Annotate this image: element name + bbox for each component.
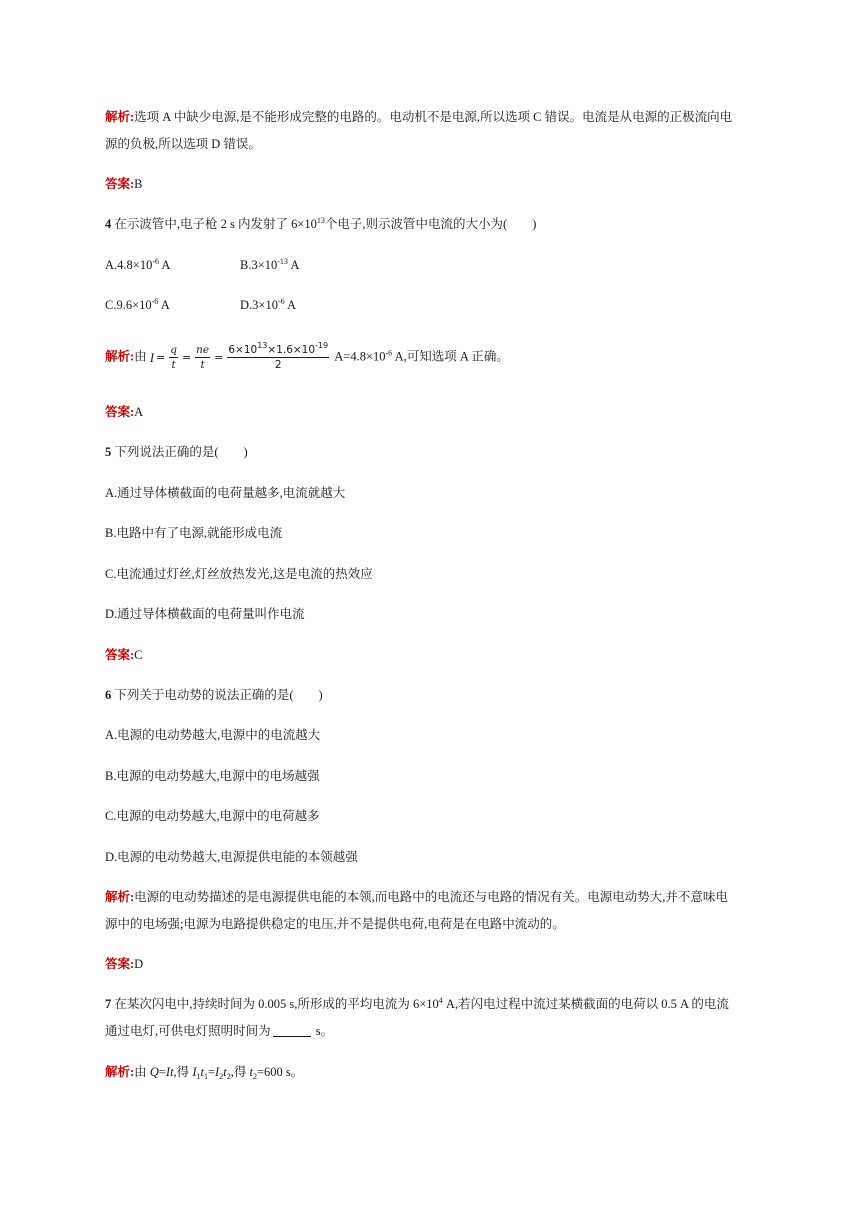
analysis-text: A=4.8×10	[331, 349, 386, 364]
equals-sign: =	[158, 1065, 166, 1079]
exponent: -13	[277, 257, 288, 266]
option-a: A.通过导体横截面的电荷量越多,电流就越大	[105, 486, 346, 500]
answer-q3	[105, 176, 143, 192]
analysis-q3-line2	[105, 136, 261, 152]
answer-q6	[105, 956, 143, 972]
question-4-stem	[105, 216, 536, 232]
analysis-text: 由	[134, 349, 150, 364]
option-c	[105, 297, 170, 313]
answer-blank	[273, 1024, 311, 1037]
analysis-text: 源中的电场强;电源为电路提供稳定的电压,并不是提供电荷,电荷是在电路中流动的。	[105, 917, 565, 931]
option-b: B.电路中有了电源,就能形成电流	[105, 526, 283, 540]
formula-symbol: t	[200, 359, 205, 371]
fraction-q-over-t	[169, 344, 178, 371]
option-d: D.通过导体横截面的电荷量叫作电流	[105, 607, 305, 621]
equals-sign: =	[214, 350, 224, 364]
analysis-q6-line2	[105, 916, 565, 932]
exponent: -6	[152, 257, 159, 266]
option-d: D.电源的电动势越大,电源提供电能的本领越强	[105, 850, 358, 864]
fraction-numeric	[227, 341, 329, 371]
exponent: 4	[438, 996, 443, 1005]
exponent: -6	[277, 297, 285, 306]
formula-symbol: t	[200, 1065, 204, 1079]
answer-label: 答案:	[105, 177, 135, 191]
analysis-text: 选项 A 中缺少电源,是不能形成完整的电路的。电动机不是电源,所以选项 C 错误。电流是从电源的正极流向电	[134, 110, 733, 124]
analysis-q6-line1	[105, 889, 728, 905]
question-number: 5	[105, 445, 112, 459]
question-number: 7	[105, 997, 112, 1011]
formula-symbol: I	[192, 1065, 197, 1079]
option-unit: A	[287, 258, 300, 272]
formula-symbol: It	[165, 1065, 174, 1079]
analysis-label: 解析:	[105, 890, 135, 904]
option-b: B.电源的电动势越大,电源中的电场越强	[105, 769, 320, 783]
analysis-q7	[105, 1064, 303, 1080]
option-text: B.3×10	[240, 258, 278, 272]
question-text: s。	[312, 1024, 334, 1038]
question-number: 4	[105, 217, 112, 231]
analysis-text: =600 s。	[256, 1065, 304, 1079]
option-unit: A	[159, 258, 171, 272]
formula-symbol: t	[249, 1065, 253, 1079]
answer-q5	[105, 647, 143, 663]
analysis-text: 由	[134, 1065, 150, 1079]
answer-value: D	[134, 957, 144, 971]
question-text: 在某次闪电中,持续时间为 0.005 s,所形成的平均电流为 6×10	[114, 997, 439, 1011]
analysis-q3-line1	[105, 109, 732, 125]
question-text: A,若闪电过程中流过某横截面的电荷以 0.5 A 的电流	[442, 997, 729, 1011]
question-6-stem	[105, 687, 323, 703]
formula-symbol: Q	[149, 1065, 159, 1079]
question-number: 6	[105, 688, 112, 702]
answer-q4	[105, 404, 143, 420]
option-c: C.电流通过灯丝,灯丝放热发光,这是电流的热效应	[105, 567, 373, 581]
formula-symbol: q	[170, 344, 177, 356]
current-formula	[149, 341, 331, 371]
exponent: -19	[315, 341, 329, 350]
option-c: C.电源的电动势越大,电源中的电荷越多	[105, 809, 320, 823]
exponent: -6	[385, 348, 393, 358]
analysis-text: ,得	[173, 1065, 193, 1079]
formula-symbol: I	[149, 350, 154, 365]
exponent: -6	[151, 297, 159, 306]
option-a: A.电源的电动势越大,电源中的电流越大	[105, 728, 321, 742]
option-text: A.4.8×10	[105, 258, 153, 272]
equals-sign: =	[207, 1065, 216, 1079]
analysis-text: 电源的电动势描述的是电源提供电能的本领,而电路中的电流还与电路的情况有关。电源电动势大,并不意味电	[134, 890, 728, 904]
subscript: 1	[196, 1072, 201, 1081]
subscript: 2	[226, 1072, 231, 1081]
exponent: 13	[257, 341, 268, 350]
formula-symbol: t	[171, 359, 176, 371]
question-text: 下列关于电动势的说法正确的是( )	[114, 688, 323, 702]
question-text: 在示波管中,电子枪 2 s 内发射了 6×10	[114, 217, 317, 231]
formula-number: ×1.6×10	[267, 344, 316, 356]
subscript: 1	[203, 1072, 208, 1081]
formula-symbol: I	[215, 1065, 220, 1079]
answer-label: 答案:	[105, 957, 135, 971]
answer-value: C	[134, 648, 143, 662]
equals-sign: =	[181, 350, 192, 364]
option-b	[240, 257, 299, 273]
analysis-label: 解析:	[105, 110, 135, 124]
answer-value: A	[134, 405, 144, 419]
option-d	[240, 297, 296, 313]
analysis-text: 源的负极,所以选项 D 错误。	[105, 137, 261, 151]
analysis-text: A,可知选项 A 正确。	[392, 349, 509, 364]
subscript: 2	[252, 1072, 257, 1081]
question-5-stem	[105, 444, 248, 460]
analysis-q4	[105, 341, 509, 371]
question-text: 下列说法正确的是( )	[114, 445, 248, 459]
formula-symbol: e	[202, 344, 210, 356]
analysis-label: 解析:	[105, 1065, 135, 1079]
exponent: 13	[316, 216, 325, 225]
equals-sign: =	[155, 350, 166, 364]
analysis-label: 解析:	[105, 349, 135, 364]
answer-value: B	[134, 177, 143, 191]
formula-symbol: n	[196, 344, 203, 356]
option-unit: A	[284, 298, 297, 312]
answer-label: 答案:	[105, 405, 135, 419]
question-text: 通过电灯,可供电灯照明时间为	[105, 1024, 271, 1038]
analysis-text: ,得	[230, 1065, 250, 1079]
subscript: 2	[219, 1072, 224, 1081]
formula-symbol: t	[223, 1065, 227, 1079]
formula-number: 2	[274, 359, 282, 371]
question-text: 个电子,则示波管中电流的大小为( )	[324, 217, 537, 231]
answer-label: 答案:	[105, 648, 135, 662]
option-text: C.9.6×10	[105, 298, 152, 312]
formula-number: 6×10	[228, 344, 258, 356]
fraction-ne-over-t	[195, 344, 210, 371]
question-7-stem-line2	[105, 1023, 333, 1039]
option-text: D.3×10	[240, 298, 278, 312]
question-7-stem-line1	[105, 996, 729, 1012]
option-unit: A	[158, 298, 170, 312]
option-a	[105, 257, 170, 273]
